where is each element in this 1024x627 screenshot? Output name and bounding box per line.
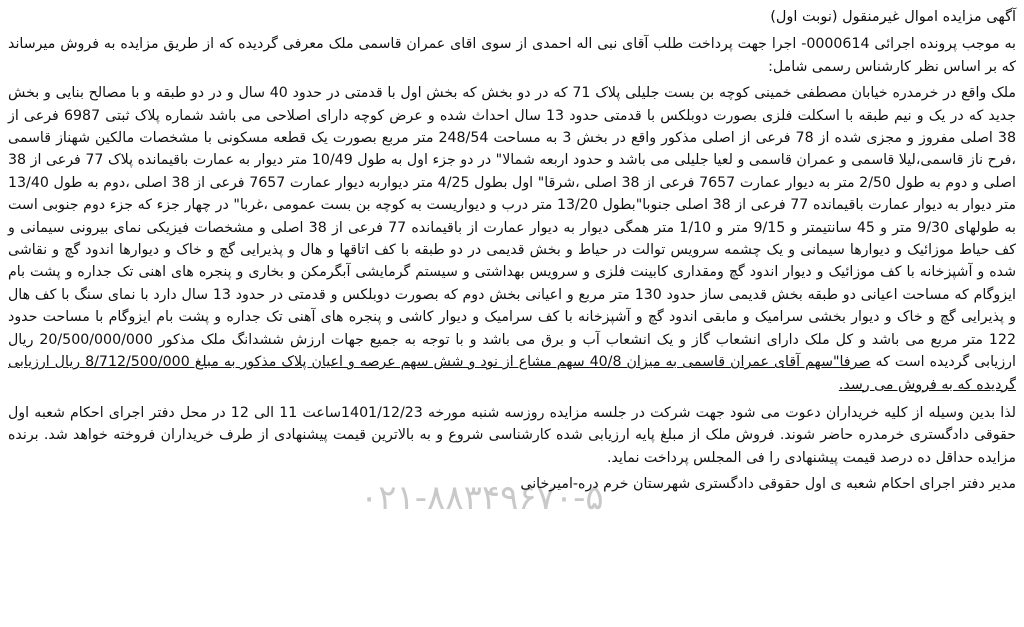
- notice-title: آگهی مزایده اموال غیرمنقول (نوبت اول): [770, 9, 1016, 25]
- description-text: ملک واقع در خرمدره خیابان مصطفی خمینی کوچه بن بست جلیلی پلاک 71 که در دو بخش که بخش اول با قدمتی در حدود 40 سال و در دو طبقه و با مصالح بنایی و بخش جدید که در یک و نیم طبقه با اسکلت فلزی بصورت دوبلکس با قدمتی حدود 13 سال احداث شده و عرض کوچه دارای اصلاحی می باشد شماره پلاک ثبتی 6987 فرعی از 38 اصلی مفروز و مجزی شده از 78 فرعی از اصلی مذکور واقع در بخش 3 به مساحت 248/54 متر مربع بصورت یک قطعه مسکونی با مشخصات مالکین شهناز قاسمی ،فرح ناز قاسمی،لیلا قاسمی و عمران قاسمی و لعیا جلیلی می باشد و حدود اربعه شمالا" در دو جزء اول به طول 10/49 متر دیوار به عمارت باقیمانده پلاک 77 فرعی از 38 اصلی و دوم به طول 2/50 متر به دیوار عمارت 7657 فرعی از 38 اصلی ،شرقا" اول بطول 4/25 متر دیواربه دیوار عمارت 7657 فرعی از 38 اصلی ،دوم به طول 13/40 متر دیوار به دیوار عمارت باقیمانده 77 فرعی از 38 اصلی جنوبا"بطول 13/20 متر درب و دیواریست به کوچه بن بست عمومی ،غربا" در چهار جزء که جزء دوم جنوبی است به طولهای 9/30 متر و 45 سانتیمتر و 9/15 متر و 1/10 متر همگی دیوار به دیوار عمارت از باقیمانده 77 فرعی از 38 اصلی و مشخصات فیزیکی نمای بیرونی سیمانی و کف حیاط موزائیک و دیوارها سیمانی و یک چشمه سرویس توالت در حیاط و بخش قدیمی در دو طبقه با کف اتاقها و هال و پذیرایی گچ و خاک و دیوارها اندود گچ و نقاشی شده و آشپزخانه با کف موزائیک و دیوار اندود گچ ومقداری کابینت فلزی و سرویس بهداشتی و سیستم گرمایشی آبگرمکن و بخاری و پنجره های اهنی تک جداره و پشت بام ایزوگام که مساحت اعیانی دو طبقه بخش قدیمی ساز حدود 130 متر مربع و اعیانی بخش دوم که بصورت دوبلکس و قدمتی در حدود 13 سال دارد با نمای سنگ با کف هال و پذیرایی گچ و خاک و دیوار بخشی سرامیک و مابقی اندود گچ و آشپزخانه با کف سرامیک و دیوار کاشی و پنجره های آهنی تک جداره و پشت بام ایزوگام با مساحت حدود 122 متر مربع می باشد و کل ملک دارای انشعاب گاز و یک انشعاب آب و برق می باشد و با توجه به جمیع جهات ارزش ششدانگ ملک مذکور 20/500/000/000 ریال ارزیابی گردیده است که: [8, 85, 1017, 371]
- property-description: [8, 82, 1016, 396]
- share-valuation-text: صرفا"سهم آقای عمران قاسمی به میزان 40/8 سهم مشاع از نود و شش سهم عرصه و اعیان پلاک مذکور به مبلغ 8/712/500/000 ریال ارزیابی گردیده که به فروش می رسد.: [8, 354, 1016, 393]
- notice-intro: به موجب پرونده اجرائی 0000614- اجرا جهت پرداخت طلب آقای نبی اله احمدی از سوی اقای عمران قاسمی ملک معرفی گردیده که از طریق مزایده به فروش میرساند که بر اساس نظر کارشناس رسمی شامل:: [8, 36, 1017, 75]
- auction-invitation: لذا بدین وسیله از کلیه خریداران دعوت می شود جهت شرکت در جلسه مزایده روزسه شنبه مورخه 1401/12/23ساعت 11 الی 12 در محل دفتر اجرای احکام شعبه اول حقوقی دادگستری خرمدره حاضر شوند. فروش ملک از مبلغ پایه ارزیابی شده کارشناسی شروع و به بالاترین قیمت پیشنهادی از طرف خریداران فروخته خواهد شد. برنده مزایده حداقل ده درصد قیمت پیشنهادی را فی المجلس پرداخت نماید.: [8, 404, 1016, 466]
- phone-watermark: ۰۲۱-۸۸۳۴۹۶۷۰-۵: [360, 478, 604, 518]
- signature-line: مدیر دفتر اجرای احکام شعبه ی اول حقوقی دادگستری شهرستان خرم دره-امیرخانی: [520, 476, 1016, 493]
- auction-notice: [8, 6, 1016, 496]
